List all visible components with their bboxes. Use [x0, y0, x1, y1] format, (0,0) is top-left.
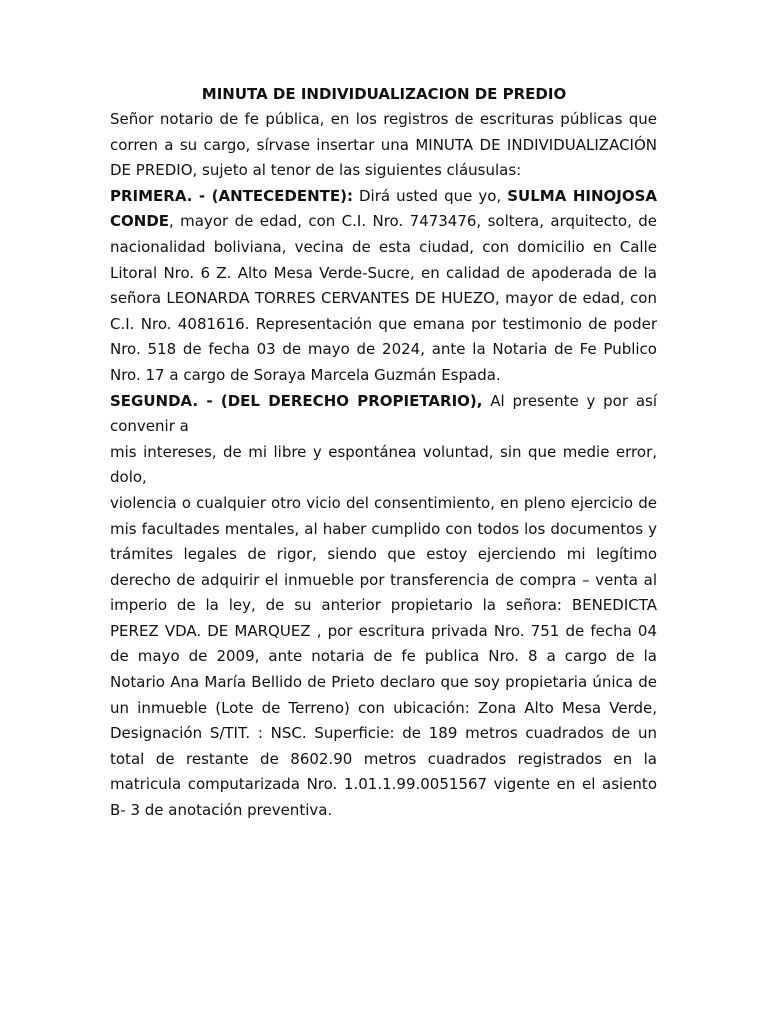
clause-segunda-heading: SEGUNDA. - (DEL DERECHO PROPIETARIO),: [110, 391, 483, 410]
clause-segunda-line1: Al presente y por así convenir a: [110, 391, 657, 436]
document-title: MINUTA DE INDIVIDUALIZACION DE PREDIO: [201, 85, 567, 103]
document-body: [110, 107, 657, 824]
clause-segunda-first-line: [110, 389, 657, 440]
clause-primera-text-b: , mayor de edad, con C.I. Nro. 7473476, soltera, arquitecto, de nacionalidad boliviana, vecina de esta ciudad, con domicilio en Calle Litoral Nro. 6 Z. Alto Mesa Verde-Sucre, en calidad de apoderada de la señora LEONARDA TORRES CERVANTES DE HUEZO, mayor de edad, con C.I. Nro. 4081616. Representación que emana por testimonio de poder Nro. 518 de fecha 03 de mayo de 2024, ante la Notaria de Fe Publico Nro. 17 a cargo de Soraya Marcela Guzmán Espada.: [110, 212, 657, 384]
clause-primera-name: SULMA HINOJOSA CONDE: [110, 186, 657, 231]
clause-segunda-body: violencia o cualquier otro vicio del consentimiento, en pleno ejercicio de mis facultades mentales, al haber cumplido con todos los documentos y trámites legales de rigor, siendo que estoy ejerciendo mi legítimo derecho de adquirir el inmueble por transferencia de compra – venta al imperio de la ley, de su anterior propietario la señora: BENEDICTA PEREZ VDA. DE MARQUEZ , por escritura privada Nro. 751 de fecha 04 de mayo de 2009, ante notaria de fe publica Nro. 8 a cargo de la Notario Ana María Bellido de Prieto declaro que soy propietaria única de un inmueble (Lote de Terreno) con ubicación: Zona Alto Mesa Verde, Designación S/TIT. : NSC. Superficie: de 189 metros cuadrados de un total de restante de 8602.90 metros cuadrados registrados en la matricula computarizada Nro. 1.01.1.99.0051567 vigente en el asiento B- 3 de anotación preventiva.: [110, 493, 657, 820]
clause-primera-heading: PRIMERA. - (ANTECEDENTE):: [110, 186, 353, 205]
clause-primera-text-a: Dirá usted que yo,: [352, 186, 508, 205]
clause-primera: [110, 184, 657, 389]
intro-paragraph: Señor notario de fe pública, en los registros de escrituras públicas que corren a su cargo, sírvase insertar una MINUTA DE INDIVIDUALIZACIÓN DE PREDIO, sujeto al tenor de las siguientes cláusulas:: [110, 110, 657, 180]
clause-segunda-line2: mis intereses, de mi libre y espontánea voluntad, sin que medie error, dolo,: [110, 442, 657, 487]
